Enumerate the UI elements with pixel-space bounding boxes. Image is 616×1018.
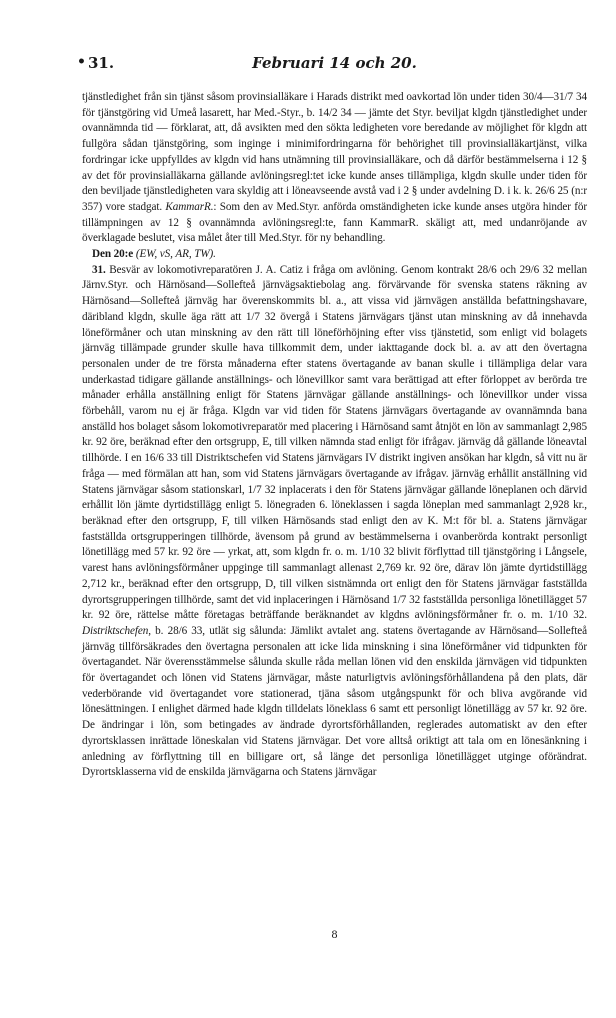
page-header (77, 54, 587, 80)
distrikt-text: , b. 28/6 33, utlät sig sålunda: Jämlikt avtalet ang. statens övertagande av Härnösand—Sollefteå järnväg tillförsäkrades den övertagna personalen att icke lida minskning i sina löneförmåner vid tidpunkten för övertagandet. När överensstämmelse sålunda skulle råda mellan lönen vid den enskilda järnvägen vid tidpunkten för övertagandet och lönen vid Statens järnvägar, måste naturligtvis avlöningsförhållandena på den plats, där vederbörande vid övertagandet vore stationerad, tjäna såsom utgångspunkt för och bliva avgörande vid lönesättningen. I enlighet därmed hade klgdn tilldelats löneklass 6 samt ett personligt lönetillägg av 57 kr. 92 öre. De ändringar i lön, som betingades av ändrade dyrortsförhållanden, reglerades automatiskt av den efter dyrortsklassen inrättade löneskalan vid Statens järnvägar. Det vore alltså oriktigt att tala om en lönesänkning i anledning av förflyttning till en billigare ort, så länge det personliga lönetillägget utginge oförändrat. Dyrortsklasserna vid de enskilda järnvägarna och Statens järnvägar (82, 624, 587, 779)
case-31-text: Besvär av lokomotivreparatören J. A. Catiz i fråga om avlöning. Genom kontrakt 28/6 och 29/6 32 mellan Järnv.Styr. och Härnösand—Sollefteå järnvägsaktiebolag ang. förvärvande för svenska statens räkning av Härnösand—Sollefteå järnväg har överenskommits bl. a., att vissa vid järnvägen anställda befattningshavare, däribland klgdn, skulle äga rätt att 1/7 32 övergå i Statens järnvägars tjänst utan minskning av då innehavda löneförmåner och utan minskning av den rätt till löneförhöjning efter viss tjänstetid, som enligt vid bolagets järnväg tillämpade grunder skulle hava tillkommit dem, under iakttagande dock bl. a. av att den övertagna personalen under de tre första månaderna efter statens övertagande av banan skulle i tillämpliga delar vara underkastad tidigare gällande anställnings- och lönevillkor samt vara berättigad att efter förloppet av berörda tre månader erhålla anställning enligt för Statens järnvägar gällande anställnings- och lönevillkor under vissa förbehåll, varom nu ej är fråga. Klgdn var vid tiden för Statens järnvägars övertagande av ovannämnda bana anställd hos bolaget såsom lokomotivreparatör med placering i Härnösand samt åtnjöt en lön av sammanlagt 2,985 kr. 92 öre, beräknad efter den ortsgrupp, E, till vilken nämnda stad enligt för ifrågav. järnväg då gällande löneavtal tillhörde. I en 16/6 33 till Distriktschefen vid Statens järnvägars IV distrikt ingiven ansökan har klgdn, så vitt nu är fråga — med förmälan att han, som vid Statens järnvägars övertagande av ifrågav. järnväg erhållit anställning vid Statens järnvägar såsom stationskarl, 1/7 32 inplacerats i den för Statens järnvägar gällande löneplanen och därvid erhållit lön jämte dyrtidstillägg enligt 5. lönegraden 6. löneklassen i sagda löneplan med sammanlagt 2,928 kr., beräknad efter den ortsgrupp, F, till vilken Härnösands stad enligt den av K. M:t för bl. a. Statens järnvägar fastställda ortsgrupperingen tillhörde, ävensom på grund av bestämmelserna i ovanberörda kontrakt personligt lönetillägg med 57 kr. 92 öre — yrkat, att, som klgdn fr. o. m. 1/10 32 blivit förflyttad till tjänstgöring i Långsele, varest hans avlöningsförmåner uppginge till sammanlagt allenast 2,769 kr. 92 öre, därav lön jämte dyrtidstillägg 2,712 kr., beräknad efter den ortsgrupp, D, till vilken sistnämnda ort enligt den för Statens järnvägar fastställda dyrortsgrupperingen tillhörde, samt det vid inplaceringen i Härnösand 1/7 32 fastställda personliga lönetillägget 57 kr. 92 öre, rättelse måtte företagas beträffande beräknandet av klgdns avlöningsförmåner fr. o. m. 1/10 32. (82, 263, 587, 622)
kammarr-text: : Som den av Med.Styr. anförda omständigheten icke kunde anses utgöra hinder för tillämpningen av 12 § ovannämnda avlöningsregl:te, fann KammarR. skäligt att, med undanröjande av överklagade beslutet, visa målet åter till Med.Styr. för ny behandling. (82, 200, 587, 245)
page-number: 31. (88, 54, 115, 72)
case-30-text: tjänstledighet från sin tjänst såsom provinsialläkare i Harads distrikt med oavkortad lön under tiden 30/4—31/7 34 för tjänstgöring vid Umeå lasarett, har Med.-Styr., b. 14/2 34 — jämte det Styr. beviljat klgdn tjänstledighet under ovannämnda tid — förklarat, att, då avsikten med den sökta ledigheten vore beredande av möjlighet för klgdn att fullgöra sådan tjänstgöring, som inginge i minimifordringarna för behörighet till provinsialläkartjänst, vilka fordringar icke uppfylldes av klgdn vid hans utnämning till provinsialläkare, och då därför bestämmelserna i 12 § av det för provinsialläkarna gällande avlöningsregl:tet icke kunde anses tillämpliga, klgdn skulle under tiden för den beviljade tjänstledigheten vara skyldig att i löneavseende avstå vad i 2 § under avdelning D. i k. k. 26/6 25 (n:r 357) vore stadgat. (82, 91, 587, 213)
decision-judges: (EW, vS, AR, TW). (133, 248, 216, 261)
decision-label: Den 20:e (92, 248, 134, 261)
case-31-paragraph (82, 263, 587, 781)
body-text (82, 90, 587, 781)
case-30-paragraph (82, 90, 587, 247)
kammarr-label: KammarR. (165, 200, 214, 213)
margin-mark: • (77, 54, 86, 70)
case-30-decision (82, 247, 587, 263)
running-title: Februari 14 och 20. (252, 54, 417, 72)
document-page (77, 54, 587, 941)
page-folio: 8 (331, 927, 338, 941)
distrikt-label: Distriktschefen (82, 624, 149, 637)
case-31-number: 31. (92, 263, 106, 276)
